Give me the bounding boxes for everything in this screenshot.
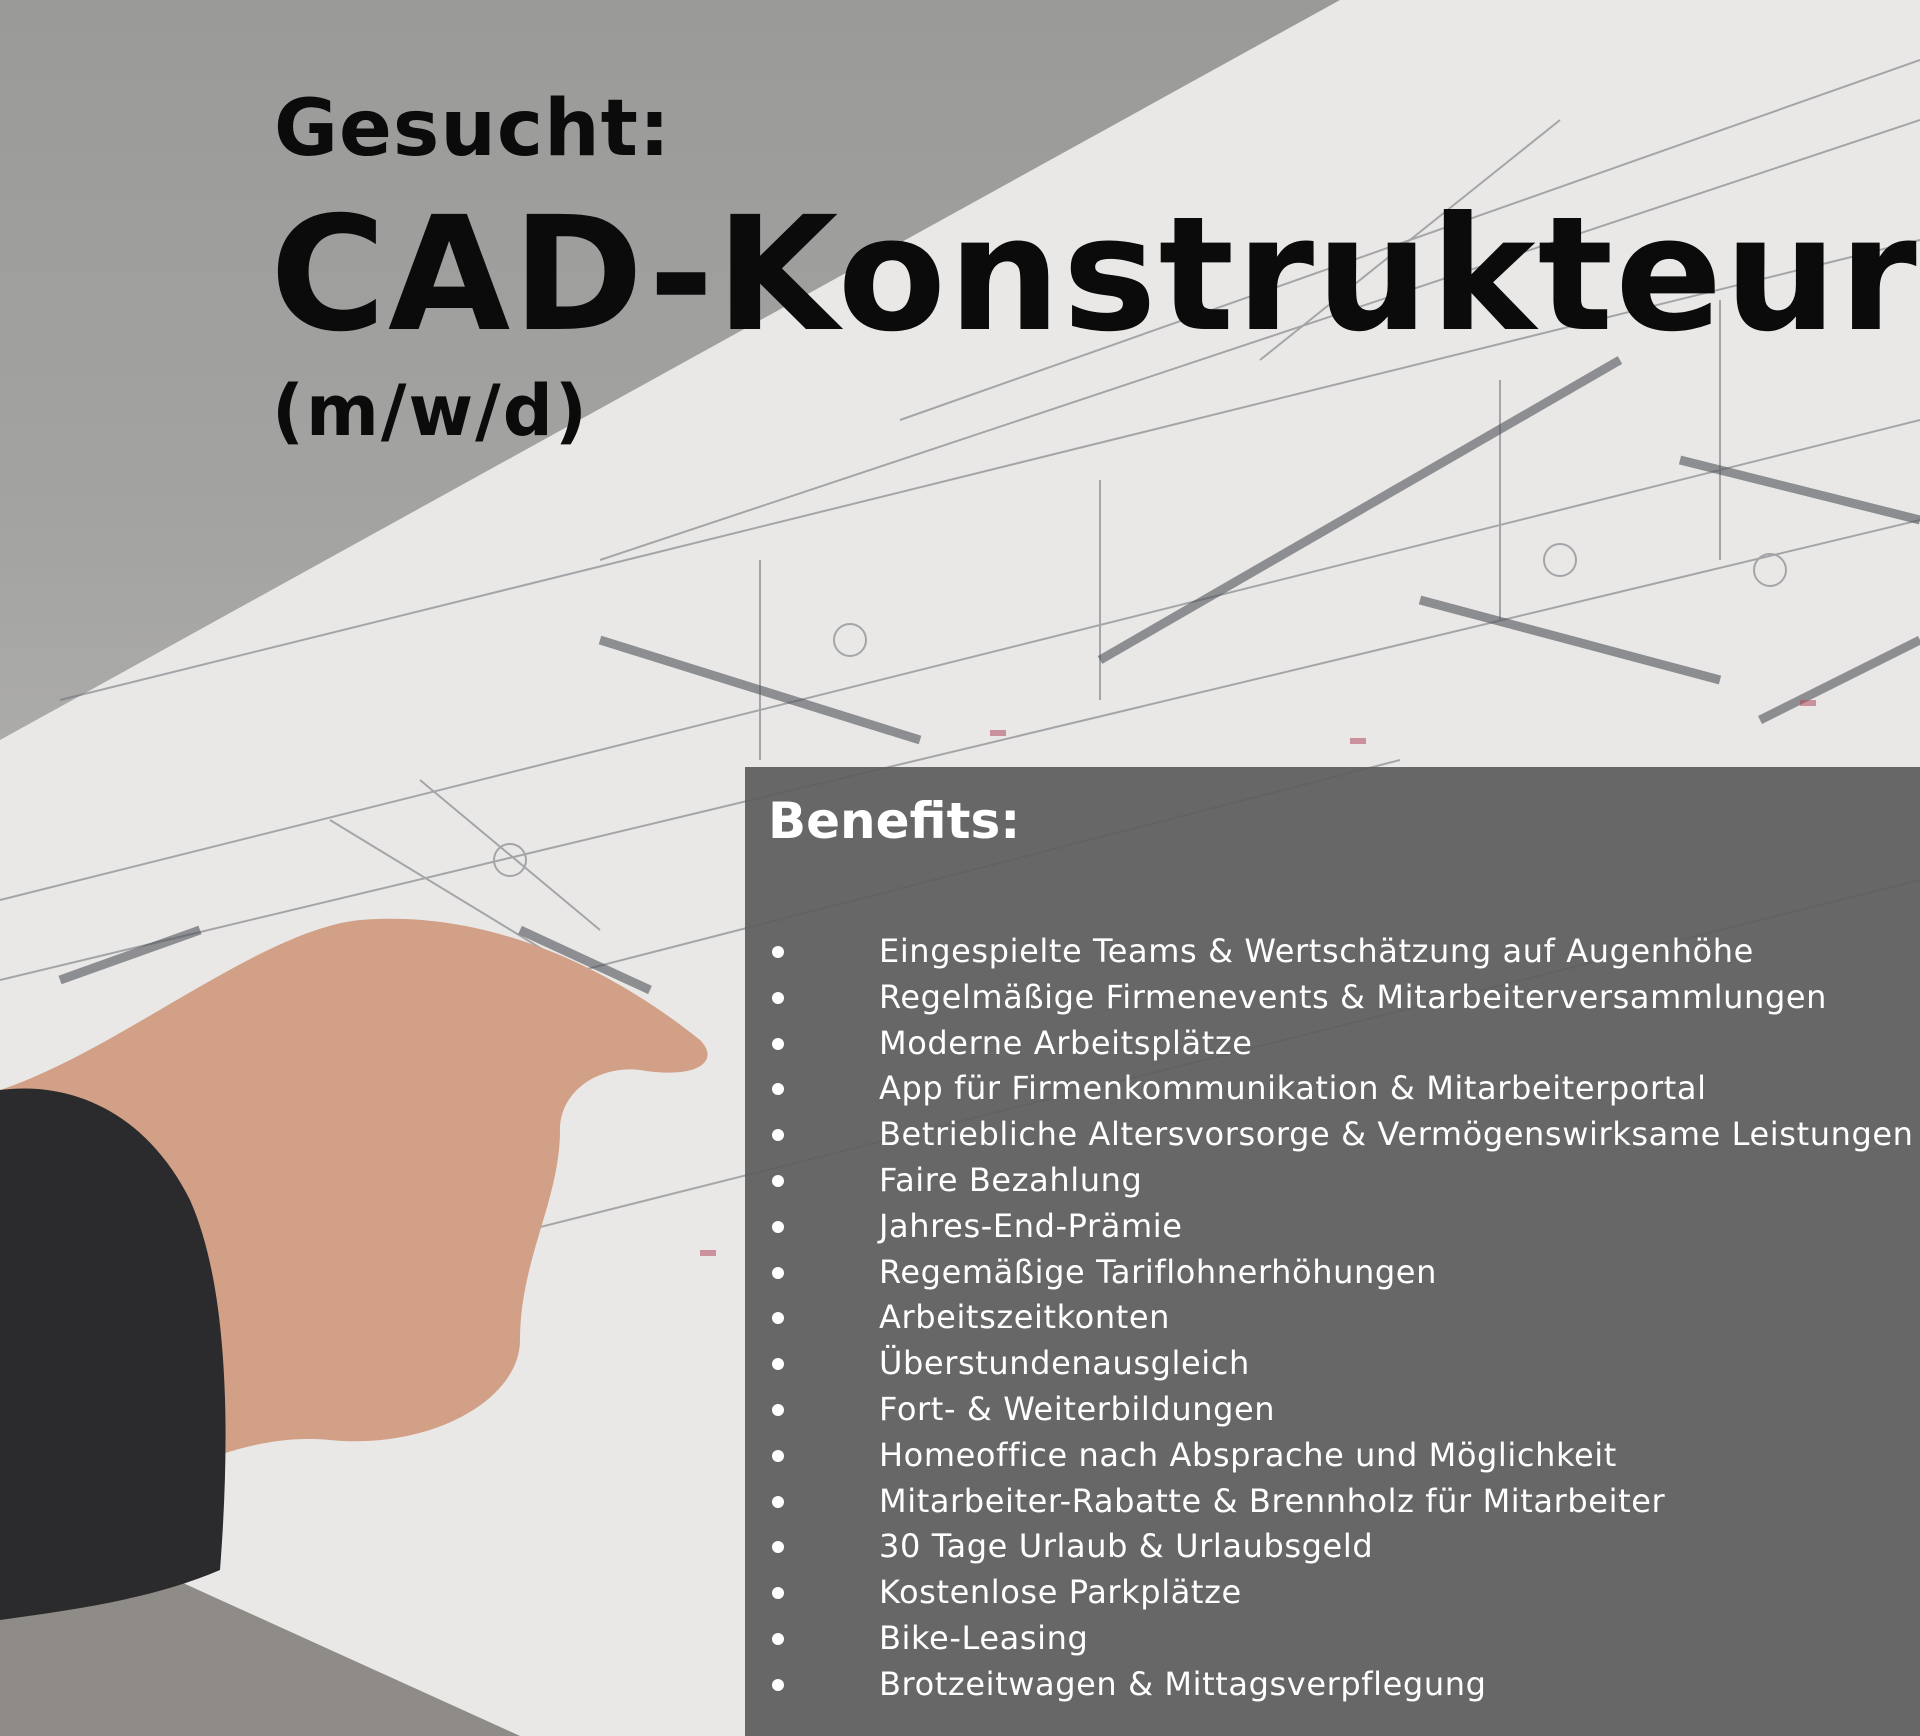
benefit-label: Bike-Leasing [879, 1618, 1089, 1657]
bullet-icon [772, 1587, 784, 1599]
benefit-label: Fort- & Weiterbildungen [879, 1389, 1276, 1428]
bullet-icon [772, 1496, 784, 1508]
bullet-icon [772, 1404, 784, 1416]
benefit-label: Faire Bezahlung [879, 1160, 1143, 1199]
benefit-label: Eingespielte Teams & Wertschätzung auf Augenhöhe [879, 932, 1754, 970]
benefits-list [745, 929, 1920, 1708]
benefit-item [745, 929, 1920, 975]
benefits-title: Benefits: [768, 792, 1021, 850]
benefit-item [745, 1021, 1920, 1067]
benefit-item [745, 1570, 1920, 1616]
benefit-label: App für Firmenkommunikation & Mitarbeiterportal [879, 1069, 1707, 1108]
benefit-label: Homeoffice nach Absprache und Möglichkeit [879, 1435, 1617, 1474]
headline [270, 84, 1919, 452]
benefit-label: Kostenlose Parkplätze [879, 1573, 1242, 1612]
bullet-icon [772, 1083, 784, 1095]
benefit-item [745, 1433, 1920, 1479]
benefit-item [745, 1387, 1920, 1433]
benefit-item [745, 1479, 1920, 1525]
bullet-icon [772, 1221, 784, 1233]
bullet-icon [772, 946, 784, 958]
bullet-icon [772, 1679, 784, 1691]
benefit-item [745, 1524, 1920, 1570]
benefit-item [745, 1250, 1920, 1296]
benefits-panel [745, 767, 1920, 1736]
bullet-icon [772, 1175, 784, 1187]
bullet-icon [772, 992, 784, 1004]
benefit-item [745, 1341, 1920, 1387]
benefit-item [745, 1158, 1920, 1204]
benefit-label: Arbeitszeitkonten [879, 1298, 1171, 1337]
gender-suffix: (m/w/d) [272, 370, 589, 452]
benefit-item [745, 1295, 1920, 1341]
bullet-icon [772, 1267, 784, 1279]
bullet-icon [772, 1541, 784, 1553]
benefit-item [745, 1112, 1920, 1158]
bullet-icon [772, 1312, 784, 1324]
benefit-label: Moderne Arbeitsplätze [879, 1023, 1253, 1062]
benefit-label: 30 Tage Urlaub & Urlaubsgeld [879, 1527, 1374, 1566]
headline-kicker: Gesucht: [274, 84, 672, 174]
benefit-label: Betriebliche Altersvorsorge & Vermögenswirksame Leistungen [879, 1115, 1914, 1154]
benefit-label: Mitarbeiter-Rabatte & Brennholz für Mitarbeiter [879, 1481, 1666, 1520]
job-title: CAD-Konstrukteur [270, 183, 1919, 367]
bullet-icon [772, 1038, 784, 1050]
benefit-item [745, 1616, 1920, 1662]
bullet-icon [772, 1129, 784, 1141]
benefit-label: Überstundenausgleich [879, 1344, 1250, 1383]
bullet-icon [772, 1358, 784, 1370]
benefit-label: Brotzeitwagen & Mittagsverpflegung [879, 1664, 1487, 1703]
benefit-item [745, 1204, 1920, 1250]
benefit-label: Regelmäßige Firmenevents & Mitarbeiterversammlungen [879, 977, 1828, 1016]
benefit-item [745, 1662, 1920, 1708]
benefit-label: Regemäßige Tariflohnerhöhungen [879, 1252, 1437, 1291]
bullet-icon [772, 1633, 784, 1645]
bullet-icon [772, 1450, 784, 1462]
benefit-item [745, 1066, 1920, 1112]
benefit-label: Jahres-End-Prämie [879, 1206, 1183, 1245]
benefit-item [745, 975, 1920, 1021]
